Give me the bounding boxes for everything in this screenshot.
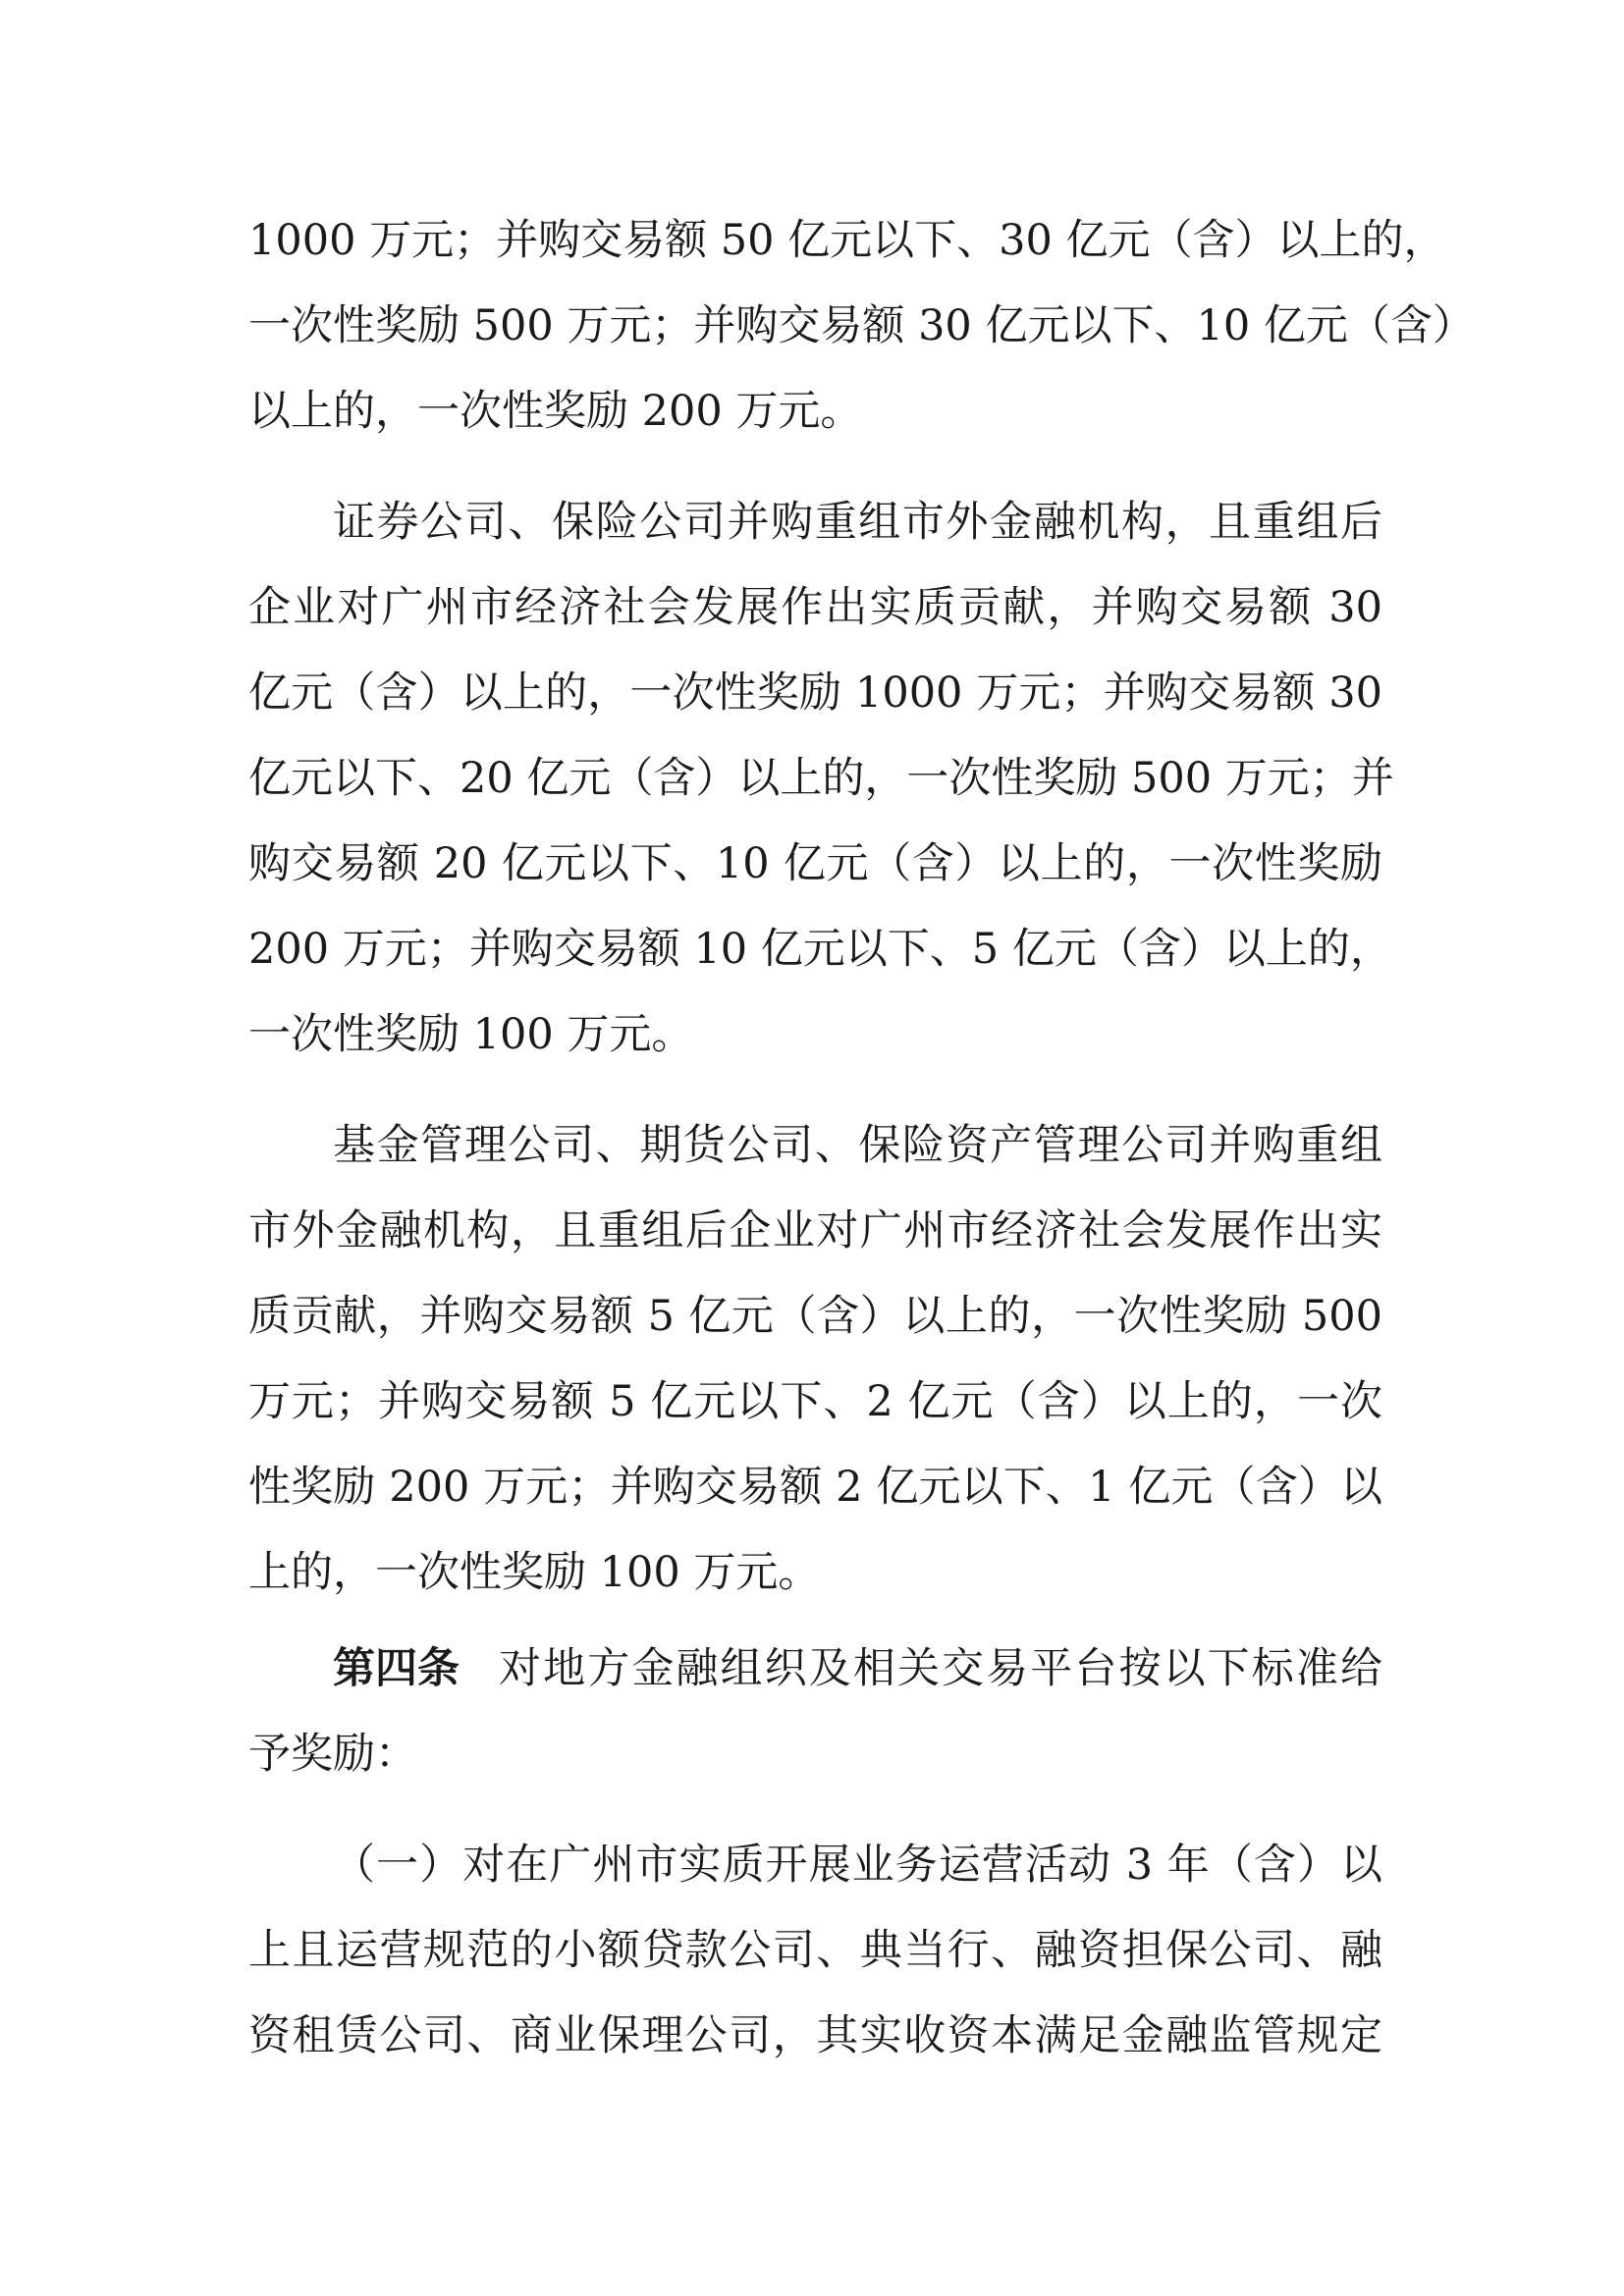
paragraph-first-line: 基金管理公司、期货公司、保险资产管理公司并购重组 [333,1121,1382,1170]
article-heading-line [333,1639,1382,1698]
text-line: 质贡献，并购交易额 5 亿元（含）以上的，一次性奖励 500 [248,1292,1382,1341]
paragraph-first-line: 证券公司、保险公司并购重组市外金融机构，且重组后 [333,498,1382,547]
text-line: 资租赁公司、商业保理公司，其实收资本满足金融监管规定 [248,2011,1382,2060]
text-line: 亿元（含）以上的，一次性奖励 1000 万元；并购交易额 30 [248,668,1382,718]
text-line: 上的，一次性奖励 100 万元。 [248,1548,821,1597]
text-line: 购交易额 20 亿元以下、10 亿元（含）以上的，一次性奖励 [248,839,1382,888]
text-line: 上且运营规范的小额贷款公司、典当行、融资担保公司、融 [248,1926,1382,1975]
paragraph-first-line: （一）对在广州市实质开展业务运营活动 3 年（含）以 [333,1841,1382,1890]
text-line: 亿元以下、20 亿元（含）以上的，一次性奖励 500 万元；并 [248,754,1394,803]
text-line: 市外金融机构，且重组后企业对广州市经济社会发展作出实 [248,1206,1382,1255]
text-line: 一次性奖励 100 万元。 [248,1010,694,1059]
text-line: 以上的，一次性奖励 200 万元。 [248,387,863,436]
text-line: 性奖励 200 万元；并购交易额 2 亿元以下、1 亿元（含）以 [248,1463,1382,1512]
text-line: 企业对广州市经济社会发展作出实质贡献，并购交易额 30 [248,583,1382,632]
text-line: 1000 万元；并购交易额 50 亿元以下、30 亿元（含）以上的， [248,216,1446,265]
text-line: 万元；并购交易额 5 亿元以下、2 亿元（含）以上的，一次 [248,1377,1382,1426]
article-heading-text: 对地方金融组织及相关交易平台按以下标准给 [499,1644,1382,1693]
text-line: 予奖励： [248,1730,417,1779]
text-line: 200 万元；并购交易额 10 亿元以下、5 亿元（含）以上的， [248,925,1392,974]
text-line: 一次性奖励 500 万元；并购交易额 30 亿元以下、10 亿元（含） [248,301,1475,350]
article-heading: 第四条 [333,1644,460,1693]
